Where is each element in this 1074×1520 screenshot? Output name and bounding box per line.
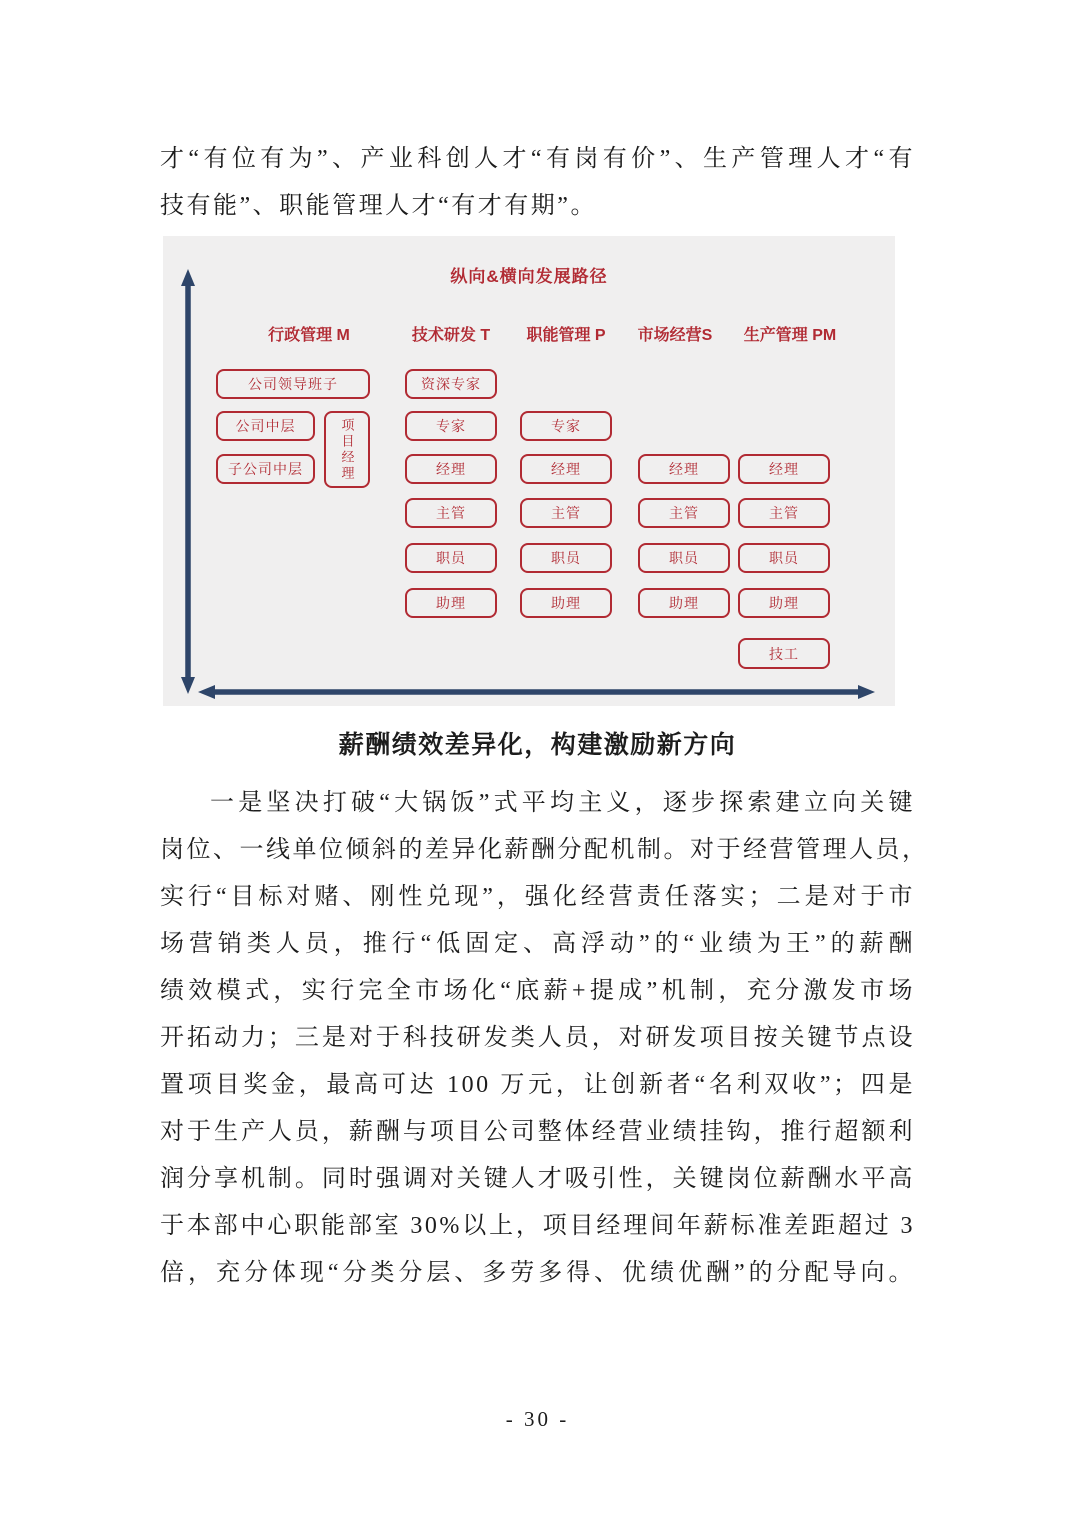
diagram-box: 公司中层 [216,411,315,441]
diagram-box: 公司领导班子 [216,369,370,399]
diagram-box: 职员 [738,543,830,573]
vertical-axis-arrow [181,269,195,694]
text-line: 场营销类人员，推行“低固定、高浮动”的“业绩为王”的薪酬 [160,931,915,957]
text-line: 绩效模式，实行完全市场化“底薪+提成”机制，充分激发市场 [160,978,915,1004]
text-line: 技有能”、职能管理人才“有才有期”。 [160,193,597,219]
text-line: 对于生产人员，薪酬与项目公司整体经营业绩挂钩，推行超额利 [160,1119,915,1145]
page-number: - 30 - [505,1407,570,1431]
diagram-box: 职员 [405,543,497,573]
text-line: 开拓动力；三是对于科技研发类人员，对研发项目按关键节点设 [160,1025,915,1051]
diagram-box: 经理 [738,454,830,484]
diagram-box: 技工 [738,638,830,669]
diagram-box: 助理 [738,588,830,618]
text-line: 一是坚决打破“大锅饭”式平均主义，逐步探索建立向关键 [210,790,915,816]
diagram-box: 主管 [405,498,497,528]
section-heading: 薪酬绩效差异化，构建激励新方向 [338,732,737,759]
column-header: 市场经营S [637,327,713,344]
text-line: 才“有位有为”、产业科创人才“有岗有价”、生产管理人才“有 [160,146,915,172]
diagram-title: 纵向&横向发展路径 [450,267,608,286]
diagram-box: 经理 [638,454,730,484]
text-line: 实行“目标对赌、刚性兑现”，强化经营责任落实；二是对于市 [160,884,915,910]
diagram-box: 助理 [405,588,497,618]
column-header: 职能管理 P [526,327,606,344]
diagram-box: 助理 [638,588,730,618]
text-line: 倍，充分体现“分类分层、多劳多得、优绩优酬”的分配导向。 [160,1260,915,1286]
text-line: 于本部中心职能部室 30%以上，项目经理间年薪标准差距超过 3 [160,1213,915,1239]
career-path-diagram [163,236,895,706]
horizontal-axis-arrow [198,685,875,699]
diagram-box: 职员 [520,543,612,573]
diagram-box: 主管 [638,498,730,528]
column-header: 行政管理 M [268,327,350,344]
intro-paragraph [160,136,915,230]
diagram-box: 职员 [638,543,730,573]
diagram-box: 专家 [405,411,497,441]
diagram-box: 主管 [738,498,830,528]
diagram-box: 子公司中层 [216,454,315,484]
text-line: 润分享机制。同时强调对关键人才吸引性，关键岗位薪酬水平高 [160,1166,915,1192]
text-line: 岗位、一线单位倾斜的差异化薪酬分配机制。对于经营管理人员， [160,837,929,863]
diagram-box: 助理 [520,588,612,618]
column-header: 生产管理 PM [743,327,837,344]
diagram-box: 专家 [520,411,612,441]
body-paragraph [160,780,929,1297]
diagram-box: 项目经理 [324,411,370,488]
diagram-box: 经理 [520,454,612,484]
diagram-box: 经理 [405,454,497,484]
diagram-box: 主管 [520,498,612,528]
column-header: 技术研发 T [411,327,491,344]
text-line: 置项目奖金，最高可达 100 万元，让创新者“名利双收”；四是 [160,1072,915,1098]
diagram-box: 资深专家 [405,369,497,399]
